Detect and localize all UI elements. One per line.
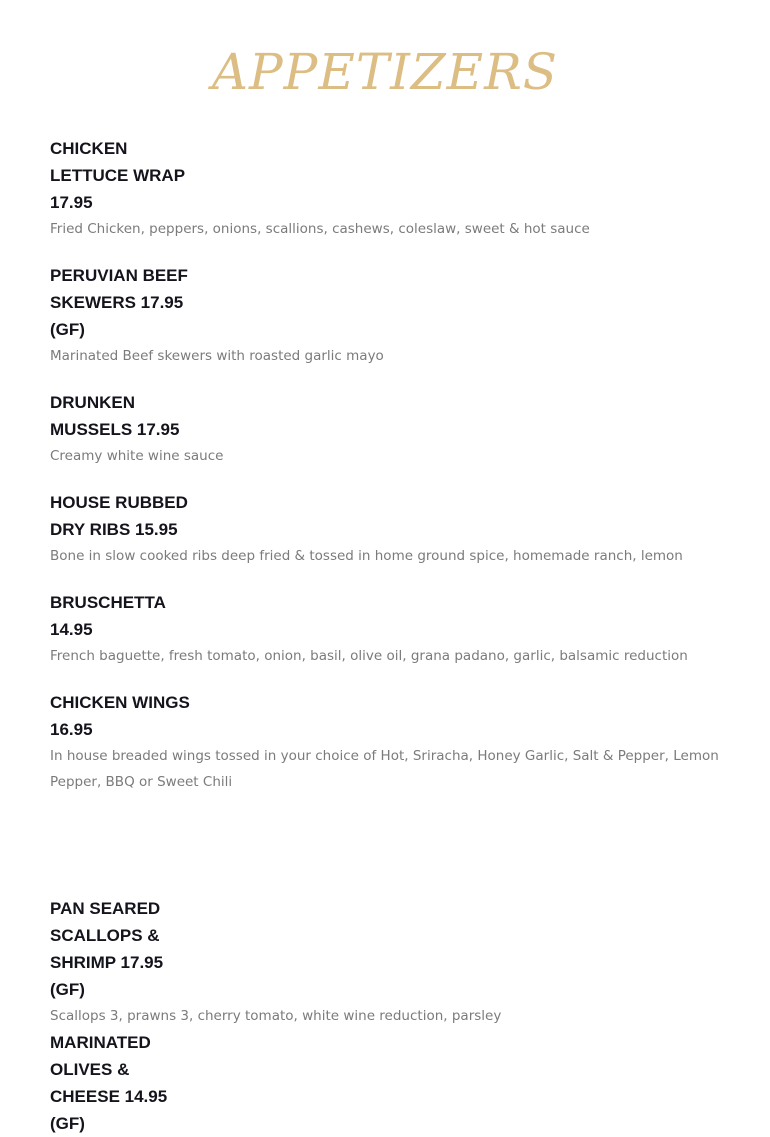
menu-item	[50, 689, 720, 795]
menu-item	[50, 262, 720, 369]
menu-item	[50, 135, 720, 242]
menu-item	[50, 1029, 720, 1137]
menu-item-description: Fried Chicken, peppers, onions, scallions, cashews, coleslaw, sweet & hot sauce	[50, 221, 590, 237]
menu-item-name: DRUNKEN MUSSELS 17.95	[50, 393, 180, 439]
menu-item-description: Scallops 3, prawns 3, cherry tomato, white wine reduction, parsley	[50, 1008, 502, 1024]
menu-item-name: PERUVIAN BEEF SKEWERS 17.95 (GF)	[50, 266, 188, 339]
menu-item-name: HOUSE RUBBED DRY RIBS 15.95	[50, 493, 188, 539]
menu-item-description: Marinated Beef skewers with roasted garlic mayo	[50, 348, 384, 364]
menu-item-description: In house breaded wings tossed in your choice of Hot, Sriracha, Honey Garlic, Salt & Pepper, Lemon Pepper, BBQ or Sweet Chili	[50, 748, 719, 790]
menu-item-name: CHICKEN WINGS 16.95	[50, 693, 190, 739]
menu-section-title: APPETIZERS	[211, 43, 559, 101]
menu-item-name: PAN SEARED SCALLOPS & SHRIMP 17.95 (GF)	[50, 899, 164, 999]
menu-item-description: Creamy white wine sauce	[50, 448, 224, 464]
menu-item	[50, 389, 720, 469]
menu-item	[50, 589, 720, 669]
menu-item-description: French baguette, fresh tomato, onion, basil, olive oil, grana padano, garlic, balsamic reduction	[50, 648, 688, 664]
menu-item	[50, 489, 720, 569]
menu-item-name: MARINATED OLIVES & CHEESE 14.95 (GF)	[50, 1033, 168, 1133]
menu-item	[50, 895, 720, 1029]
menu-item-description: Bone in slow cooked ribs deep fried & tossed in home ground spice, homemade ranch, lemon	[50, 548, 683, 564]
menu-item-name: CHICKEN LETTUCE WRAP 17.95	[50, 139, 185, 212]
menu-item-name: BRUSCHETTA 14.95	[50, 593, 166, 639]
